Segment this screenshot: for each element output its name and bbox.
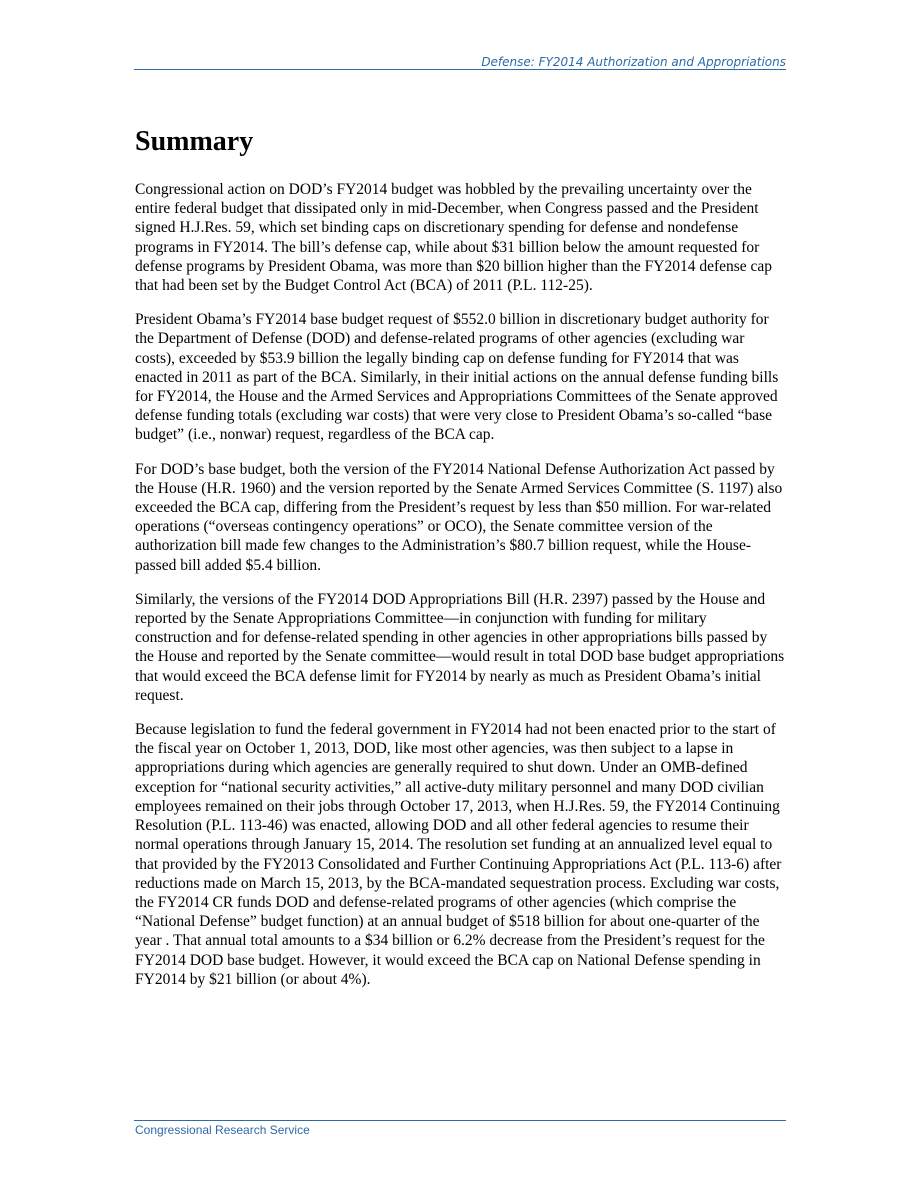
summary-paragraph-2: President Obama’s FY2014 base budget request of $552.0 billion in discretionary budget authority for the Department of Defense (DOD) and defense-related programs of other agencies (excluding war costs), exceeded by $53.9 billion the legally binding cap on defense funding for FY2014 that was enacted in 2011 as part of the BCA. Similarly, in their initial actions on the annual defense funding bills for FY2014, the House and the Armed Services and Appropriations Committees of the Senate approved defense funding totals (excluding war costs) that were very close to President Obama’s so-called “base budget” (i.e., nonwar) request, regardless of the BCA cap.: [135, 311, 779, 444]
summary-paragraph-3: For DOD’s base budget, both the version of the FY2014 National Defense Authorization Act passed by the House (H.R. 1960) and the version reported by the Senate Armed Services Committee (S. 1197) also exceeded the BCA cap, differing from the President’s request by less than $50 million. For war-related operations (“overseas contingency operations” or OCO), the Senate committee version of the authorization bill made few changes to the Administration’s $80.7 billion request, while the House-passed bill added $5.4 billion.: [135, 460, 783, 574]
running-header: Defense: FY2014 Authorization and Appropriations: [481, 55, 786, 69]
summary-paragraph-5: Because legislation to fund the federal government in FY2014 had not been enacted prior to the start of the fiscal year on October 1, 2013, DOD, like most other agencies, was then subject to a lapse in appropriations during which agencies are generally required to shut down. Under an OMB-defined exception for “national security activities,” all active-duty military personnel and many DOD civilian employees remained on their jobs through October 17, 2013, when H.J.Res. 59, the FY2014 Continuing Resolution (P.L. 113-46) was enacted, allowing DOD and all other federal agencies to resume their normal operations through January 15, 2014. The resolution set funding at an annualized level equal to that provided by the FY2013 Consolidated and Further Continuing Appropriations Act (P.L. 113-6) after reductions made on March 15, 2013, by the BCA-mandated sequestration process. Excluding war costs, the FY2014 CR funds DOD and defense-related programs of other agencies (which comprise the “National Defense” budget function) at an annual budget of $518 billion for about one-quarter of the year . That annual total amounts to a $34 billion or 6.2% decrease from the President’s request for the FY2014 DOD base budget. However, it would exceed the BCA cap on National Defense spending in FY2014 by $21 billion (or about 4%).: [135, 721, 782, 988]
section-title: Summary: [135, 126, 254, 157]
page-content: [135, 122, 787, 1004]
summary-paragraph-4: Similarly, the versions of the FY2014 DOD Appropriations Bill (H.R. 2397) passed by the House and reported by the Senate Appropriations Committee—in conjunction with funding for military construction and for defense-related spending in other agencies in other appropriations bills passed by the House and reported by the Senate committee—would result in total DOD base budget appropriations that would exceed the BCA defense limit for FY2014 by nearly as much as President Obama’s initial request.: [135, 590, 785, 704]
footer-divider: [134, 1120, 786, 1121]
summary-paragraph-1: Congressional action on DOD’s FY2014 budget was hobbled by the prevailing uncertainty over the entire federal budget that dissipated only in mid-December, when Congress passed and the President signed H.J.Res. 59, which set binding caps on discretionary spending for defense and nondefense programs in FY2014. The bill’s defense cap, while about $31 billion below the amount requested for defense programs by President Obama, was more than $20 billion higher than the FY2014 defense cap that had been set by the Budget Control Act (BCA) of 2011 (P.L. 112-25).: [135, 181, 773, 295]
footer-publisher: Congressional Research Service: [135, 1123, 310, 1137]
header-divider: [134, 69, 786, 70]
